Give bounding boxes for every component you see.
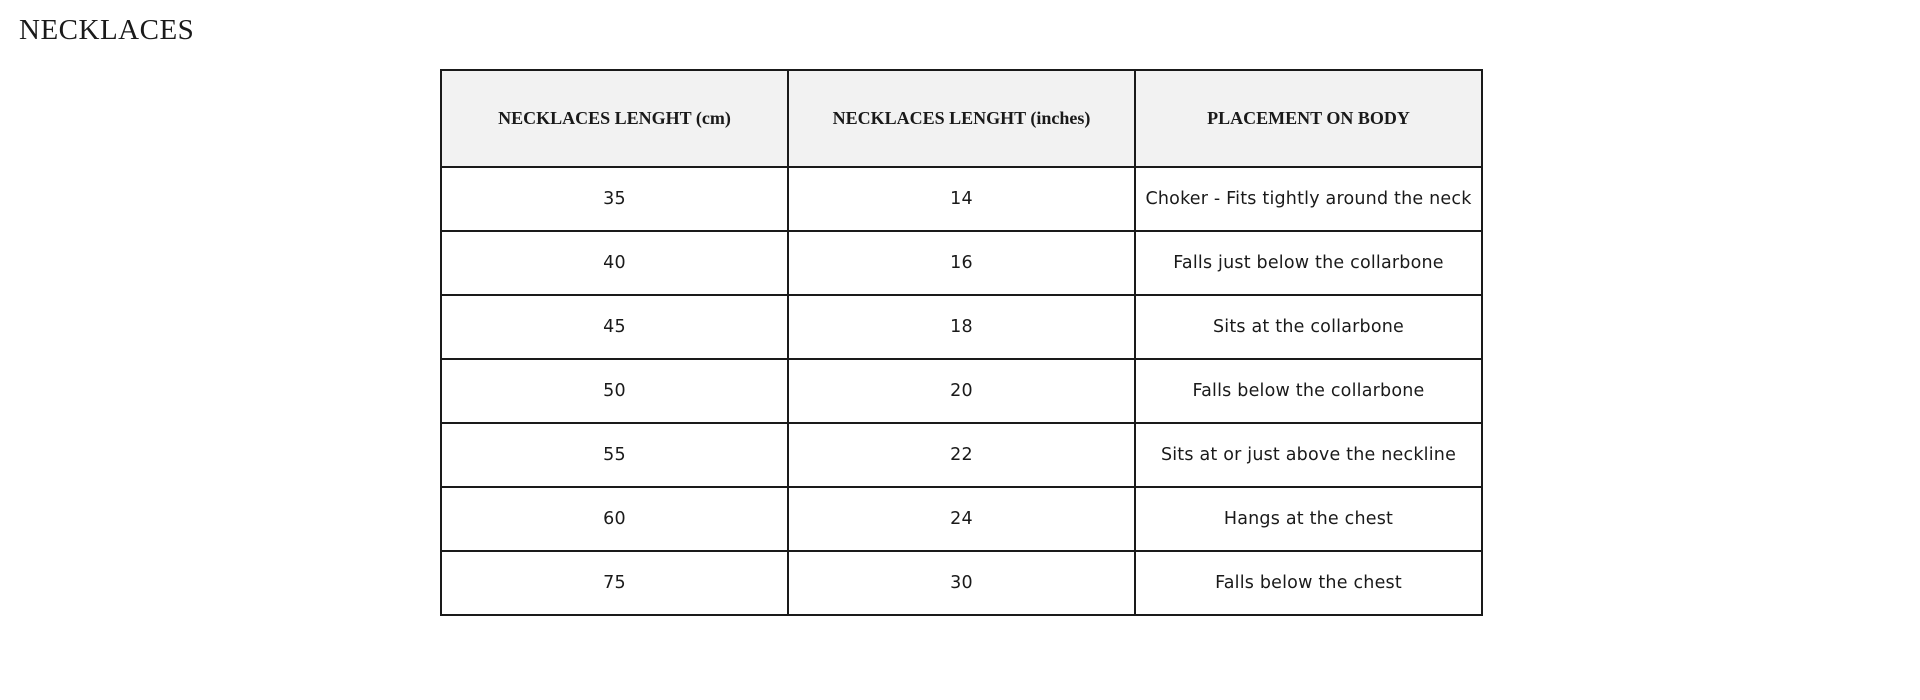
table-header [441, 70, 1482, 167]
cell-length-inches: 22 [788, 423, 1135, 487]
cell-length-inches: 16 [788, 231, 1135, 295]
cell-length-cm: 40 [441, 231, 788, 295]
table-row [441, 295, 1482, 359]
cell-length-cm: 35 [441, 167, 788, 231]
table-row [441, 167, 1482, 231]
cell-placement: Sits at or just above the neckline [1135, 423, 1482, 487]
cell-length-inches: 18 [788, 295, 1135, 359]
cell-placement: Hangs at the chest [1135, 487, 1482, 551]
cell-length-cm: 50 [441, 359, 788, 423]
column-header-length-inches: NECKLACES LENGHT (inches) [788, 70, 1135, 167]
cell-placement: Sits at the collarbone [1135, 295, 1482, 359]
table-row [441, 359, 1482, 423]
cell-length-inches: 24 [788, 487, 1135, 551]
cell-length-inches: 20 [788, 359, 1135, 423]
cell-placement: Falls below the chest [1135, 551, 1482, 615]
table-row [441, 487, 1482, 551]
cell-length-inches: 14 [788, 167, 1135, 231]
table-row [441, 551, 1482, 615]
table-row [441, 423, 1482, 487]
cell-length-inches: 30 [788, 551, 1135, 615]
table-body [441, 167, 1482, 615]
cell-placement: Choker - Fits tightly around the neck [1135, 167, 1482, 231]
cell-placement: Falls just below the collarbone [1135, 231, 1482, 295]
cell-length-cm: 45 [441, 295, 788, 359]
column-header-length-cm: NECKLACES LENGHT (cm) [441, 70, 788, 167]
cell-length-cm: 60 [441, 487, 788, 551]
page-title: NECKLACES [19, 14, 195, 46]
table-row [441, 231, 1482, 295]
column-header-placement: PLACEMENT ON BODY [1135, 70, 1482, 167]
cell-length-cm: 55 [441, 423, 788, 487]
cell-length-cm: 75 [441, 551, 788, 615]
table-header-row [441, 70, 1482, 167]
necklace-size-table [440, 69, 1483, 616]
cell-placement: Falls below the collarbone [1135, 359, 1482, 423]
